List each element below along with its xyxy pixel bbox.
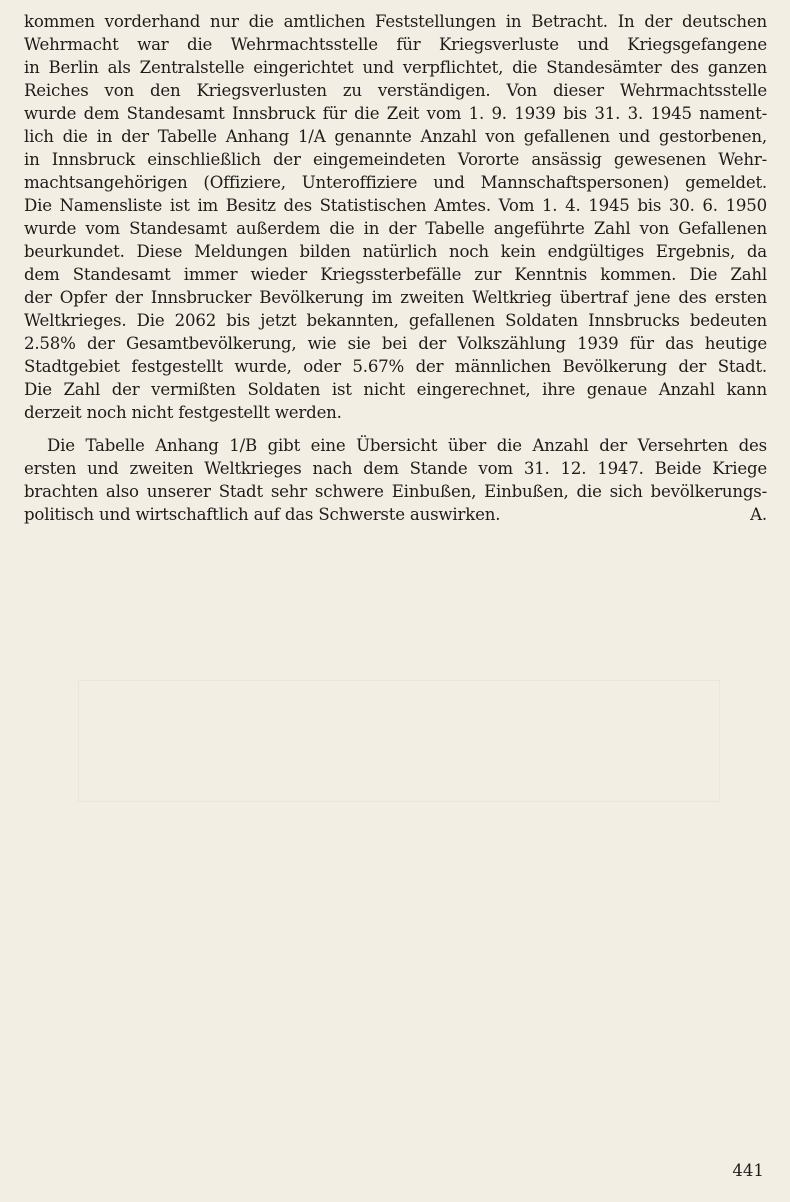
text-line: in Berlin als Zentralstelle eingerichtet und verpflichtet, die Standesämter des ganzen bbox=[24, 58, 767, 77]
text-line: ersten und zweiten Weltkrieges nach dem Stande vom 31. 12. 1947. Beide Kriege bbox=[24, 459, 767, 478]
text-line: in Innsbruck einschließlich der eingemeindeten Vororte ansässig gewesenen Wehr- bbox=[24, 150, 767, 169]
text-line-with-signature bbox=[24, 503, 767, 526]
text-line: wurde vom Standesamt außerdem die in der Tabelle angeführte Zahl von Gefallenen bbox=[24, 219, 767, 238]
text-line: der Opfer der Innsbrucker Bevölkerung im zweiten Weltkrieg übertraf jene des ersten bbox=[24, 288, 767, 307]
text-line: machtsangehörigen (Offiziere, Unteroffiziere und Mannschaftspersonen) gemeldet. bbox=[24, 173, 767, 192]
text-line: Die Tabelle Anhang 1/B gibt eine Übersicht über die Anzahl der Versehrten des bbox=[47, 436, 767, 455]
paragraph-2 bbox=[24, 434, 767, 526]
paragraph-1 bbox=[24, 10, 767, 424]
author-signature: A. bbox=[750, 505, 767, 524]
text-line: Die Zahl der vermißten Soldaten ist nicht eingerechnet, ihre genaue Anzahl kann bbox=[24, 380, 767, 399]
text-line: 2.58% der Gesamtbevölkerung, wie sie bei der Volkszählung 1939 für das heutige bbox=[24, 334, 767, 353]
text-line: beurkundet. Diese Meldungen bilden natürlich noch kein endgültiges Ergebnis, da bbox=[24, 242, 767, 261]
text-line: Weltkrieges. Die 2062 bis jetzt bekannten, gefallenen Soldaten Innsbrucks bedeuten bbox=[24, 311, 767, 330]
text-line: Wehrmacht war die Wehrmachtsstelle für Kriegsverluste und Kriegsgefangene bbox=[24, 35, 767, 54]
text-line: Stadtgebiet festgestellt wurde, oder 5.67% der männlichen Bevölkerung der Stadt. bbox=[24, 357, 767, 376]
bleed-through-table bbox=[78, 680, 720, 802]
text-line: kommen vorderhand nur die amtlichen Feststellungen in Betracht. In der deutschen bbox=[24, 12, 767, 31]
body-text bbox=[24, 10, 767, 526]
text-line: Die Namensliste ist im Besitz des Statistischen Amtes. Vom 1. 4. 1945 bis 30. 6. 1950 bbox=[24, 196, 767, 215]
text-line: Reiches von den Kriegsverlusten zu verständigen. Von dieser Wehrmachtsstelle bbox=[24, 81, 767, 100]
text-line: derzeit noch nicht festgestellt werden. bbox=[24, 403, 342, 422]
page-number: 441 bbox=[732, 1161, 764, 1180]
paragraph-spacer bbox=[24, 424, 767, 434]
text-line: dem Standesamt immer wieder Kriegssterbefälle zur Kenntnis kommen. Die Zahl bbox=[24, 265, 767, 284]
text-line: brachten also unserer Stadt sehr schwere Einbußen, Einbußen, die sich bevölkerungs- bbox=[24, 482, 767, 501]
text-line: lich die in der Tabelle Anhang 1/A genannte Anzahl von gefallenen und gestorbenen, bbox=[24, 127, 767, 146]
text-line: politisch und wirtschaftlich auf das Schwerste auswirken. bbox=[24, 505, 501, 524]
text-line: wurde dem Standesamt Innsbruck für die Zeit vom 1. 9. 1939 bis 31. 3. 1945 nament- bbox=[24, 104, 767, 123]
